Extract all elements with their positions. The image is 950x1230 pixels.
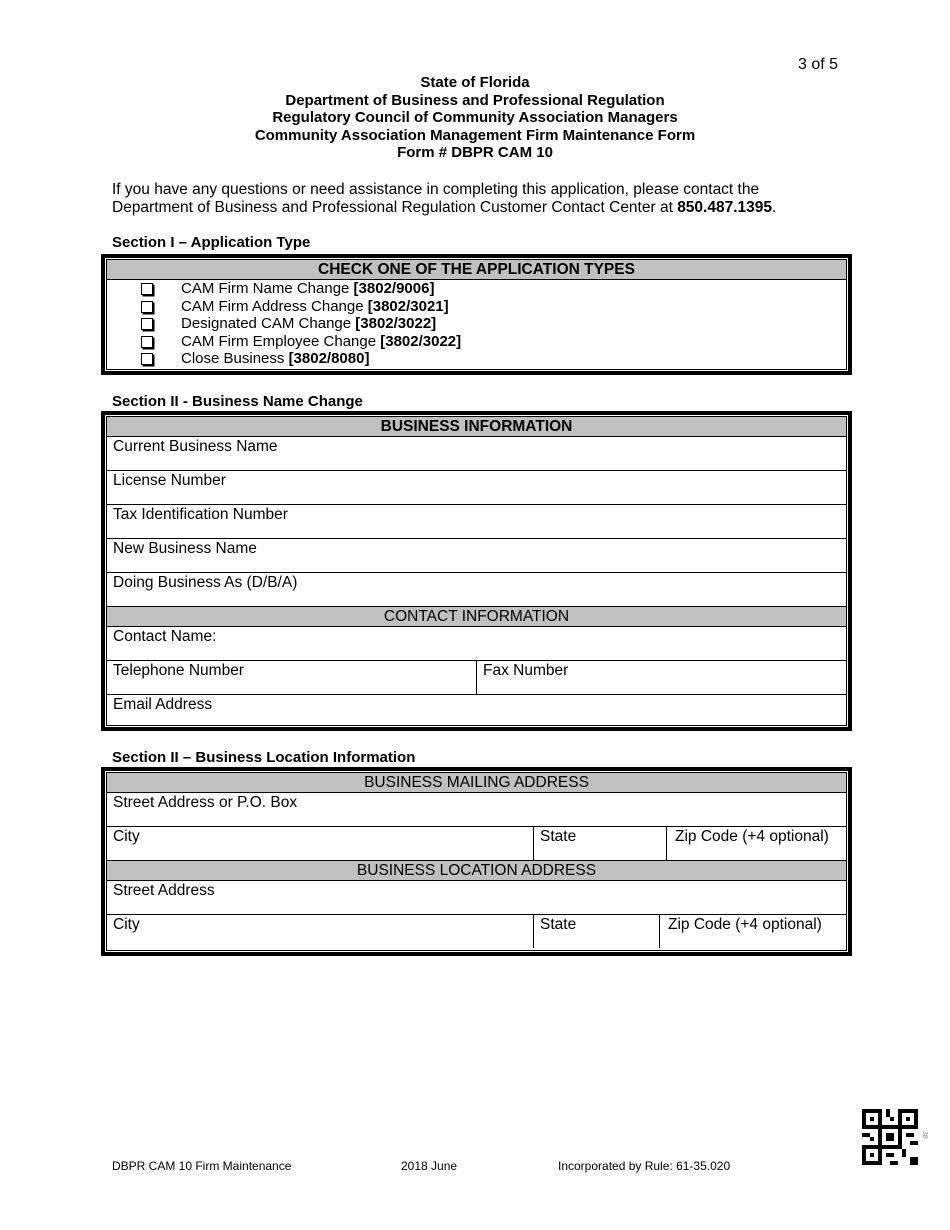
- option-label: CAM Firm Address Change: [181, 297, 368, 315]
- phone-fax-row: [107, 661, 846, 695]
- section-3-title: Section II – Business Location Information: [112, 749, 416, 766]
- option-close-business[interactable]: [107, 350, 846, 368]
- location-city-row: [107, 915, 846, 948]
- contact-phone: 850.487.1395: [677, 199, 773, 216]
- qr-code-icon: [862, 1109, 918, 1165]
- footer-date: 2018 June: [401, 1159, 458, 1173]
- checkbox[interactable]: [141, 283, 153, 295]
- option-firm-address-change[interactable]: [107, 298, 846, 316]
- new-business-name-field[interactable]: New Business Name: [107, 539, 846, 573]
- business-location-box: [101, 767, 852, 956]
- mailing-address-bar: BUSINESS MAILING ADDRESS: [107, 773, 846, 793]
- header-form-number: Form # DBPR CAM 10: [397, 144, 553, 162]
- intro-paragraph: [112, 181, 832, 217]
- location-city-field[interactable]: City: [113, 916, 140, 933]
- option-label: CAM Firm Name Change: [181, 280, 354, 297]
- business-name-box: [101, 411, 852, 731]
- header-council: Regulatory Council of Community Association Managers: [272, 109, 678, 127]
- header-department: Department of Business and Professional Regulation: [285, 91, 665, 109]
- mailing-zip-field[interactable]: Zip Code (+4 optional): [666, 827, 846, 860]
- tax-id-field[interactable]: Tax Identification Number: [107, 505, 846, 539]
- checkbox[interactable]: [141, 301, 153, 313]
- checkbox[interactable]: [141, 336, 153, 348]
- business-information-bar: BUSINESS INFORMATION: [107, 417, 846, 437]
- checkbox[interactable]: [141, 353, 153, 365]
- form-header: [0, 74, 950, 162]
- intro-text: If you have any questions or need assistance in completing this application, please contact the Department of Business and Professional Regulation Customer Contact Center at: [112, 181, 760, 216]
- license-number-field[interactable]: License Number: [107, 471, 846, 505]
- application-type-box: [101, 254, 852, 375]
- dba-field[interactable]: Doing Business As (D/B/A): [107, 573, 846, 607]
- application-type-list: [107, 280, 846, 368]
- footer-form-name: DBPR CAM 10 Firm Maintenance: [112, 1159, 292, 1173]
- location-zip-field[interactable]: Zip Code (+4 optional): [659, 915, 846, 948]
- current-business-name-field[interactable]: Current Business Name: [107, 437, 846, 471]
- option-firm-employee-change[interactable]: [107, 333, 846, 351]
- section-1-title: Section I – Application Type: [112, 234, 311, 251]
- mailing-city-field[interactable]: City: [113, 828, 140, 845]
- fax-field[interactable]: Fax Number: [476, 661, 846, 694]
- option-code: [3802/3022]: [355, 315, 437, 333]
- option-code: [3802/3022]: [380, 332, 462, 350]
- mailing-street-field[interactable]: Street Address or P.O. Box: [107, 793, 846, 827]
- header-form-title: Community Association Management Firm Maintenance Form: [254, 126, 696, 144]
- footer-rule: Incorporated by Rule: 61-35.020: [558, 1159, 731, 1173]
- location-address-bar: BUSINESS LOCATION ADDRESS: [107, 861, 846, 881]
- contact-information-bar: CONTACT INFORMATION: [107, 607, 846, 627]
- location-street-field[interactable]: Street Address: [107, 881, 846, 915]
- option-code: [3802/3021]: [367, 297, 449, 315]
- option-label: Designated CAM Change: [181, 315, 356, 333]
- mailing-city-row: [107, 827, 846, 861]
- option-label: Close Business: [181, 350, 289, 368]
- location-state-field[interactable]: State: [533, 915, 659, 948]
- section-2-title: Section II - Business Name Change: [112, 393, 363, 410]
- application-type-bar: CHECK ONE OF THE APPLICATION TYPES: [107, 260, 846, 280]
- option-designated-cam-change[interactable]: [107, 315, 846, 333]
- option-firm-name-change[interactable]: [107, 280, 846, 298]
- option-code: [3802/8080]: [288, 350, 370, 368]
- page-number: 3 of 5: [798, 56, 839, 73]
- footer-tiny-code: 38: [921, 1131, 928, 1139]
- header-state: State of Florida: [420, 74, 530, 91]
- telephone-field[interactable]: Telephone Number: [113, 662, 244, 679]
- email-field[interactable]: Email Address: [113, 696, 213, 713]
- contact-name-field[interactable]: Contact Name:: [107, 627, 846, 661]
- checkbox[interactable]: [141, 318, 153, 330]
- intro-end: .: [772, 199, 777, 216]
- option-code: [3802/9006]: [353, 280, 435, 297]
- option-label: CAM Firm Employee Change: [181, 332, 381, 350]
- mailing-state-field[interactable]: State: [533, 827, 666, 860]
